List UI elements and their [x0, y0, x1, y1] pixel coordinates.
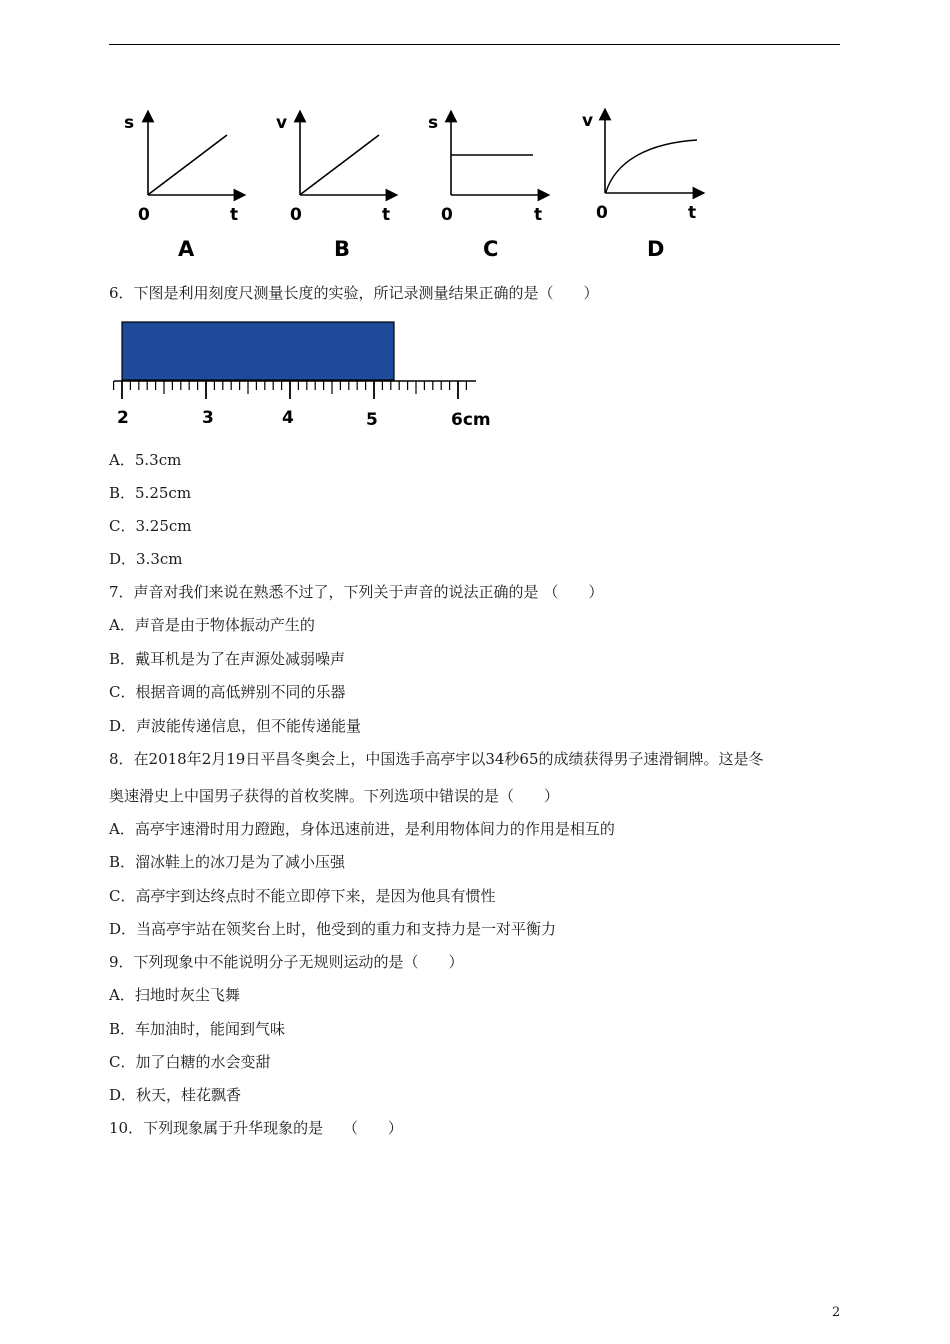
graph-a-x-label: t: [230, 205, 239, 225]
ruler-figure: [0, 0, 950, 440]
graph-d-label: D: [647, 237, 665, 261]
graph-d-x-label: t: [688, 203, 697, 223]
question-6-stem: 6．下图是利用刻度尺测量长度的实验，所记录测量结果正确的是（ ）: [109, 284, 599, 302]
measured-block: [122, 322, 394, 380]
q9-option-b: B．车加油时，能闻到气味: [109, 1020, 286, 1038]
graph-d-origin: 0: [596, 203, 608, 223]
question-8-stem-cont: 奥速滑史上中国男子获得的首枚奖牌。下列选项中错误的是（ ）: [109, 787, 560, 805]
graph-b-label: B: [334, 237, 351, 261]
ruler-label-3: 3: [202, 408, 214, 428]
graph-c-x-label: t: [534, 205, 543, 225]
graph-c-y-label: s: [428, 113, 439, 133]
q7-option-a: A．声音是由于物体振动产生的: [109, 616, 315, 634]
q9-option-c: C．加了白糖的水会变甜: [109, 1053, 271, 1071]
q6-option-d: D．3.3cm: [109, 550, 183, 568]
q7-option-b: B．戴耳机是为了在声源处减弱噪声: [109, 650, 346, 668]
question-7-stem: 7．声音对我们来说在熟悉不过了，下列关于声音的说法正确的是 （ ）: [109, 583, 604, 601]
question-9-stem: 9．下列现象中不能说明分子无规则运动的是（ ）: [109, 953, 464, 971]
graph-b-origin: 0: [290, 205, 302, 225]
graph-b-x-label: t: [382, 205, 391, 225]
q6-option-c: C．3.25cm: [109, 517, 192, 535]
graph-b-y-label: v: [276, 113, 288, 133]
q8-option-a: A．高亭宇速滑时用力蹬跑，身体迅速前进，是利用物体间力的作用是相互的: [109, 820, 615, 838]
question-8-stem: 8．在2018年2月19日平昌冬奥会上，中国选手高亭宇以34秒65的成绩获得男子速滑铜牌。这是冬: [109, 750, 764, 768]
graph-a-y-label: s: [124, 113, 135, 133]
ruler-label-6cm: 6cm: [451, 410, 491, 430]
q8-option-c: C．高亭宇到达终点时不能立即停下来，是因为他具有惯性: [109, 887, 496, 905]
graph-c-label: C: [483, 237, 499, 261]
q6-option-b: B．5.25cm: [109, 484, 192, 502]
ruler-label-4: 4: [282, 408, 294, 428]
graph-a-label: A: [178, 237, 195, 261]
graph-d-y-label: v: [582, 111, 594, 131]
graph-c-origin: 0: [441, 205, 453, 225]
q8-option-b: B．溜冰鞋上的冰刀是为了减小压强: [109, 853, 346, 871]
q9-option-d: D．秋天，桂花飘香: [109, 1086, 242, 1104]
q7-option-c: C．根据音调的高低辨别不同的乐器: [109, 683, 346, 701]
q7-option-d: D．声波能传递信息，但不能传递能量: [109, 717, 362, 735]
ruler-ticks: [114, 381, 467, 399]
q8-option-d: D．当高亭宇站在领奖台上时，他受到的重力和支持力是一对平衡力: [109, 920, 557, 938]
ruler-label-2: 2: [117, 408, 129, 428]
q6-option-a: A．5.3cm: [109, 451, 182, 469]
q9-option-a: A．扫地时灰尘飞舞: [109, 986, 240, 1004]
question-10-stem: 10．下列现象属于升华现象的是 （ ）: [109, 1119, 403, 1137]
page-number: 2: [832, 1305, 841, 1320]
ruler-label-5: 5: [366, 410, 378, 430]
graph-a-origin: 0: [138, 205, 150, 225]
